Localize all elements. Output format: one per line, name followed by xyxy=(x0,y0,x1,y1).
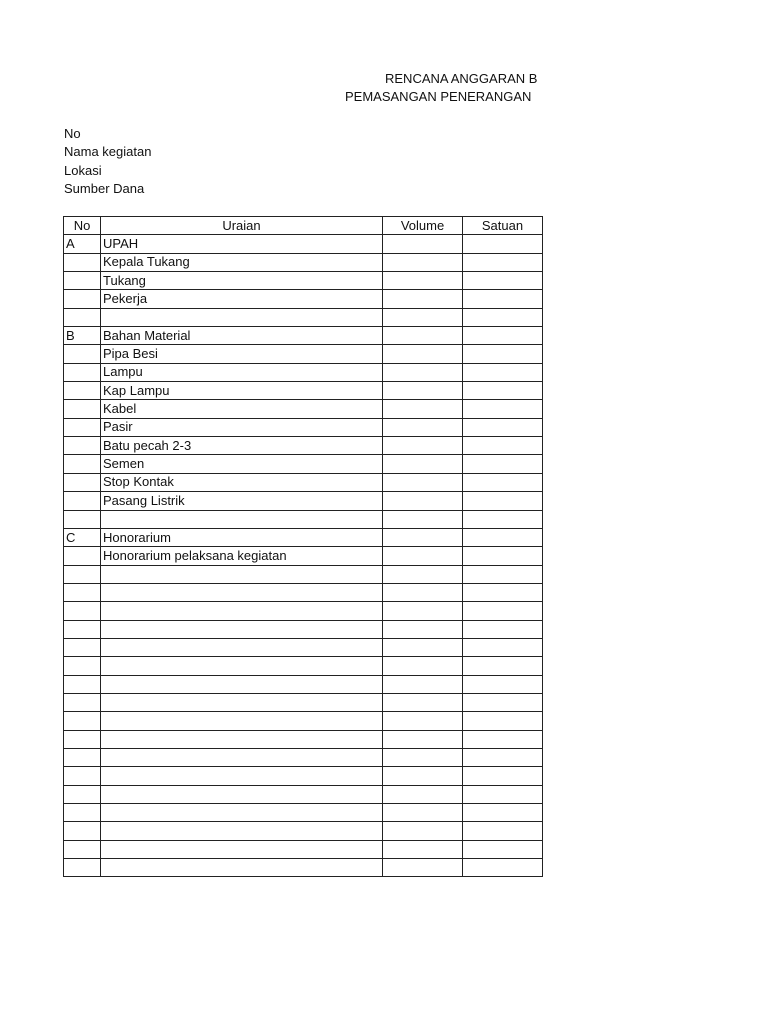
table-row xyxy=(64,675,543,693)
cell-no xyxy=(64,290,101,308)
cell-satuan xyxy=(463,638,543,656)
table-row xyxy=(64,693,543,711)
cell-satuan xyxy=(463,345,543,363)
cell-satuan xyxy=(463,565,543,583)
cell-uraian xyxy=(101,804,383,822)
cell-uraian xyxy=(101,859,383,877)
cell-no xyxy=(64,730,101,748)
cell-no xyxy=(64,455,101,473)
cell-no xyxy=(64,620,101,638)
cell-satuan xyxy=(463,492,543,510)
table-row xyxy=(64,235,543,253)
cell-no xyxy=(64,253,101,271)
cell-uraian: Pasir xyxy=(101,418,383,436)
table-header-row xyxy=(64,217,543,235)
cell-volume xyxy=(383,455,463,473)
table-row xyxy=(64,382,543,400)
title-line-1: RENCANA ANGGARAN B xyxy=(385,71,538,86)
cell-satuan xyxy=(463,675,543,693)
cell-volume xyxy=(383,473,463,491)
table-body xyxy=(64,235,543,877)
cell-no xyxy=(64,308,101,326)
cell-uraian: UPAH xyxy=(101,235,383,253)
cell-uraian: Bahan Material xyxy=(101,327,383,345)
cell-volume xyxy=(383,492,463,510)
info-label-no: No xyxy=(64,126,81,141)
cell-no xyxy=(64,565,101,583)
cell-uraian: Pasang Listrik xyxy=(101,492,383,510)
cell-uraian xyxy=(101,675,383,693)
cell-no xyxy=(64,382,101,400)
cell-satuan xyxy=(463,272,543,290)
cell-satuan xyxy=(463,804,543,822)
table-row xyxy=(64,327,543,345)
cell-no xyxy=(64,675,101,693)
cell-volume xyxy=(383,675,463,693)
cell-no xyxy=(64,547,101,565)
cell-no xyxy=(64,693,101,711)
cell-satuan xyxy=(463,693,543,711)
cell-uraian: Kepala Tukang xyxy=(101,253,383,271)
cell-satuan xyxy=(463,859,543,877)
table-row xyxy=(64,492,543,510)
info-label-funding-source: Sumber Dana xyxy=(64,180,145,196)
cell-uraian xyxy=(101,748,383,766)
cell-uraian: Batu pecah 2-3 xyxy=(101,437,383,455)
table-row xyxy=(64,785,543,803)
cell-no xyxy=(64,400,101,418)
table-row xyxy=(64,748,543,766)
cell-volume xyxy=(383,767,463,785)
cell-no xyxy=(64,638,101,656)
table-row xyxy=(64,638,543,656)
table-row xyxy=(64,565,543,583)
cell-no xyxy=(64,785,101,803)
cell-no xyxy=(64,657,101,675)
cell-volume xyxy=(383,290,463,308)
table-row xyxy=(64,657,543,675)
cell-uraian xyxy=(101,693,383,711)
header-no: No xyxy=(64,217,101,235)
cell-satuan xyxy=(463,767,543,785)
cell-satuan xyxy=(463,730,543,748)
budget-table xyxy=(63,216,543,877)
cell-volume xyxy=(383,272,463,290)
cell-uraian: Lampu xyxy=(101,363,383,381)
cell-satuan xyxy=(463,327,543,345)
cell-volume xyxy=(383,528,463,546)
cell-satuan xyxy=(463,290,543,308)
cell-uraian xyxy=(101,638,383,656)
cell-satuan xyxy=(463,785,543,803)
cell-no xyxy=(64,363,101,381)
document-title xyxy=(0,70,543,110)
header-volume: Volume xyxy=(383,217,463,235)
cell-no xyxy=(64,345,101,363)
table-row xyxy=(64,602,543,620)
cell-uraian: Kap Lampu xyxy=(101,382,383,400)
cell-no xyxy=(64,510,101,528)
cell-volume xyxy=(383,437,463,455)
cell-satuan xyxy=(463,547,543,565)
cell-satuan xyxy=(463,437,543,455)
table-row xyxy=(64,400,543,418)
cell-uraian: Kabel xyxy=(101,400,383,418)
table-row xyxy=(64,473,543,491)
cell-uraian xyxy=(101,583,383,601)
table-row xyxy=(64,510,543,528)
cell-uraian xyxy=(101,730,383,748)
table-row xyxy=(64,547,543,565)
cell-volume xyxy=(383,712,463,730)
table-row xyxy=(64,253,543,271)
cell-satuan xyxy=(463,455,543,473)
cell-volume xyxy=(383,840,463,858)
cell-volume xyxy=(383,363,463,381)
cell-no xyxy=(64,272,101,290)
cell-volume xyxy=(383,748,463,766)
cell-uraian: Honorarium pelaksana kegiatan xyxy=(101,547,383,565)
cell-volume xyxy=(383,418,463,436)
cell-volume xyxy=(383,602,463,620)
cell-volume xyxy=(383,638,463,656)
cell-no xyxy=(64,859,101,877)
cell-volume xyxy=(383,859,463,877)
cell-no: B xyxy=(64,327,101,345)
cell-satuan xyxy=(463,528,543,546)
cell-uraian xyxy=(101,565,383,583)
cell-satuan xyxy=(463,620,543,638)
cell-satuan xyxy=(463,235,543,253)
info-label-activity-name: Nama kegiatan xyxy=(64,144,152,160)
cell-uraian: Pipa Besi xyxy=(101,345,383,363)
cell-uraian xyxy=(101,767,383,785)
cell-satuan xyxy=(463,602,543,620)
cell-no xyxy=(64,748,101,766)
table-row xyxy=(64,290,543,308)
cell-uraian xyxy=(101,822,383,840)
cell-volume xyxy=(383,253,463,271)
cell-uraian xyxy=(101,657,383,675)
cell-satuan xyxy=(463,418,543,436)
cell-uraian xyxy=(101,510,383,528)
cell-volume xyxy=(383,804,463,822)
cell-volume xyxy=(383,345,463,363)
activity-info xyxy=(64,125,151,198)
cell-satuan xyxy=(463,253,543,271)
cell-satuan xyxy=(463,510,543,528)
table-row xyxy=(64,730,543,748)
cell-satuan xyxy=(463,583,543,601)
info-label-location: Lokasi xyxy=(64,162,102,178)
cell-volume xyxy=(383,730,463,748)
cell-volume xyxy=(383,822,463,840)
cell-volume xyxy=(383,547,463,565)
table-row xyxy=(64,767,543,785)
table-row xyxy=(64,308,543,326)
cell-satuan xyxy=(463,382,543,400)
cell-volume xyxy=(383,327,463,345)
table-row xyxy=(64,804,543,822)
cell-no xyxy=(64,712,101,730)
table-row xyxy=(64,583,543,601)
cell-volume xyxy=(383,235,463,253)
header-uraian: Uraian xyxy=(101,217,383,235)
table-row xyxy=(64,859,543,877)
table-row xyxy=(64,455,543,473)
title-line-2: PEMASANGAN PENERANGAN xyxy=(345,89,532,104)
table-row xyxy=(64,363,543,381)
cell-no xyxy=(64,583,101,601)
table-row xyxy=(64,528,543,546)
cell-uraian xyxy=(101,840,383,858)
cell-no: C xyxy=(64,528,101,546)
table-row xyxy=(64,822,543,840)
table-row xyxy=(64,712,543,730)
cell-uraian xyxy=(101,308,383,326)
table-row xyxy=(64,437,543,455)
cell-satuan xyxy=(463,712,543,730)
cell-no xyxy=(64,418,101,436)
cell-volume xyxy=(383,510,463,528)
table-row xyxy=(64,840,543,858)
cell-no xyxy=(64,473,101,491)
cell-no xyxy=(64,602,101,620)
table-row xyxy=(64,272,543,290)
cell-volume xyxy=(383,583,463,601)
table-row xyxy=(64,418,543,436)
cell-uraian xyxy=(101,620,383,638)
header-satuan: Satuan xyxy=(463,217,543,235)
cell-uraian: Honorarium xyxy=(101,528,383,546)
cell-no xyxy=(64,437,101,455)
cell-no xyxy=(64,492,101,510)
table-row xyxy=(64,345,543,363)
cell-uraian xyxy=(101,602,383,620)
cell-no xyxy=(64,822,101,840)
cell-no: A xyxy=(64,235,101,253)
cell-uraian xyxy=(101,712,383,730)
cell-satuan xyxy=(463,400,543,418)
cell-satuan xyxy=(463,840,543,858)
cell-uraian: Tukang xyxy=(101,272,383,290)
cell-volume xyxy=(383,657,463,675)
cell-no xyxy=(64,767,101,785)
cell-volume xyxy=(383,400,463,418)
cell-uraian: Stop Kontak xyxy=(101,473,383,491)
cell-uraian xyxy=(101,785,383,803)
cell-volume xyxy=(383,693,463,711)
cell-uraian: Pekerja xyxy=(101,290,383,308)
cell-satuan xyxy=(463,363,543,381)
cell-uraian: Semen xyxy=(101,455,383,473)
cell-volume xyxy=(383,308,463,326)
cell-satuan xyxy=(463,822,543,840)
cell-satuan xyxy=(463,473,543,491)
cell-volume xyxy=(383,382,463,400)
cell-volume xyxy=(383,565,463,583)
table-row xyxy=(64,620,543,638)
cell-satuan xyxy=(463,748,543,766)
cell-no xyxy=(64,840,101,858)
cell-no xyxy=(64,804,101,822)
cell-satuan xyxy=(463,657,543,675)
cell-satuan xyxy=(463,308,543,326)
cell-volume xyxy=(383,620,463,638)
cell-volume xyxy=(383,785,463,803)
